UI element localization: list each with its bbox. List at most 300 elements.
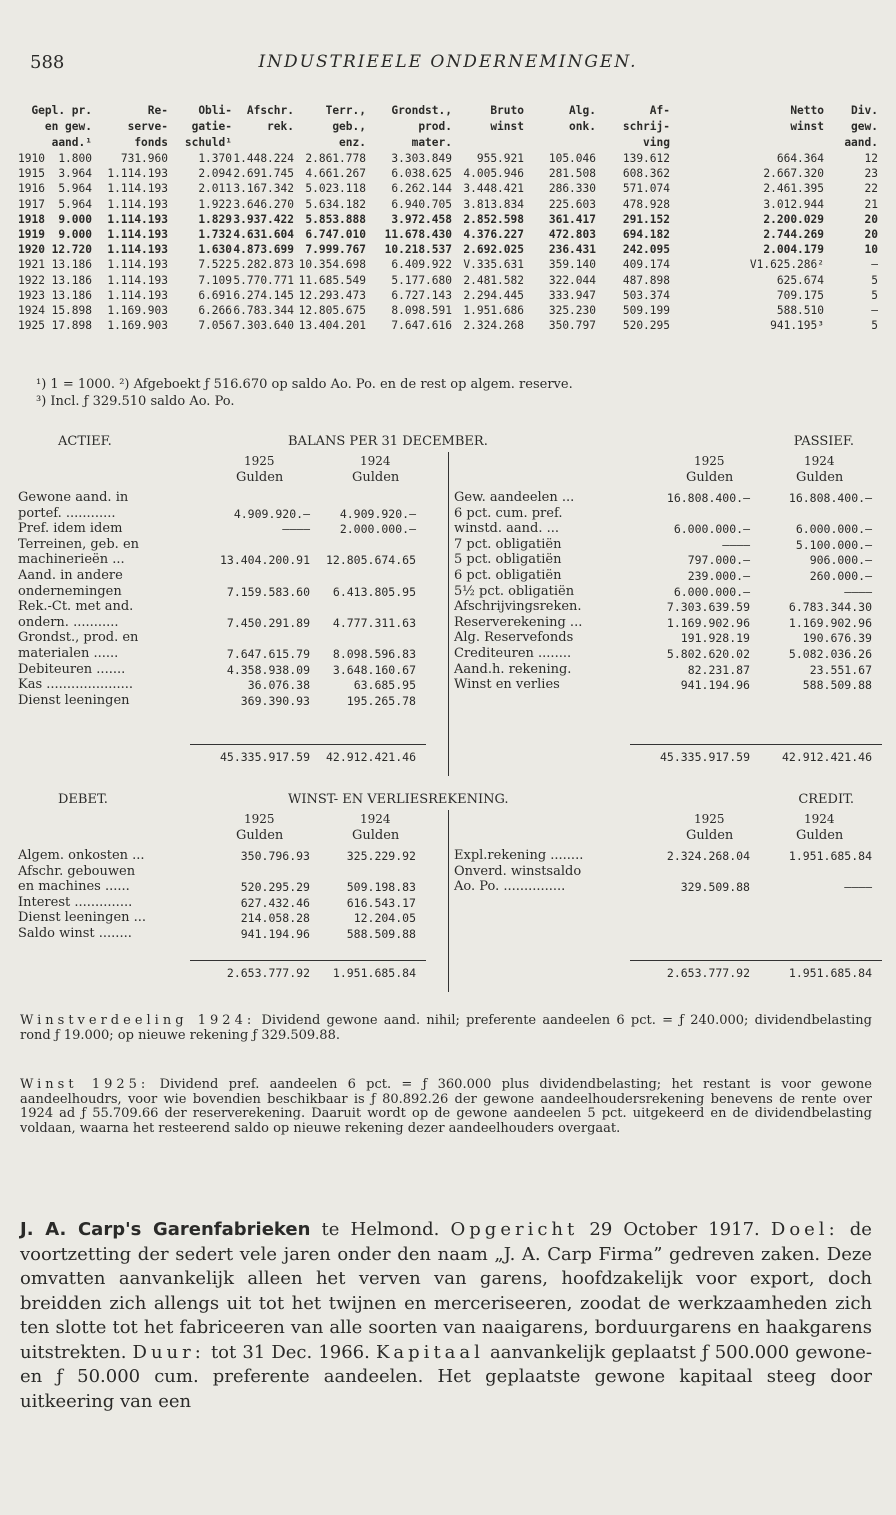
table-cell: 23 xyxy=(864,167,878,181)
table-cell: 139.612 xyxy=(622,152,670,165)
year-cell: 1921 xyxy=(18,258,45,272)
table-cell: 509.199 xyxy=(622,303,670,317)
year-cell: 1918 xyxy=(18,212,45,226)
table-cell: 625.674 xyxy=(776,273,824,287)
year-cell: 1923 xyxy=(18,288,45,302)
founded-text: 29 October 1917. xyxy=(589,1219,760,1240)
unit-heading: Gulden xyxy=(236,470,284,485)
table-header-cell: Grondst., xyxy=(391,104,452,117)
total-rule xyxy=(190,960,426,961)
table-cell: 6.266 xyxy=(198,303,232,317)
year-cell: 1925 xyxy=(18,319,45,333)
company-location: te Helmond. xyxy=(321,1219,440,1240)
table-cell: 5.023.118 xyxy=(305,182,366,196)
right-item-value-1924: 5.100.000.— xyxy=(795,537,872,552)
table-cell: 2.852.598 xyxy=(463,212,524,226)
table-cell: 9.000 xyxy=(58,212,92,226)
left-item-value-1924: 4.777.311.63 xyxy=(332,615,416,630)
year-cell: 1917 xyxy=(18,197,45,211)
table-cell: 1.114.193 xyxy=(107,182,168,196)
profit-1925 xyxy=(20,1078,872,1136)
left-item-value-1925: 350.796.93 xyxy=(240,849,310,863)
table-row xyxy=(18,152,878,167)
right-item-label: Afschrijvingsreken. xyxy=(454,599,582,615)
left-item-label: Terreinen, geb. en xyxy=(18,536,140,552)
table-row xyxy=(18,228,878,243)
table-cell: 3.448.421 xyxy=(463,182,524,196)
right-item-value-1925: 1.169.902.96 xyxy=(666,615,750,630)
left-item-value-1924: 3.648.160.67 xyxy=(332,662,416,677)
table-row xyxy=(18,213,878,228)
page-number: 588 xyxy=(30,52,65,73)
table-footnotes xyxy=(36,376,573,410)
table-cell: 1.114.193 xyxy=(107,197,168,211)
table-header-cell: enz. xyxy=(339,136,366,149)
table-cell: 694.182 xyxy=(622,227,670,241)
table-cell: 941.195³ xyxy=(770,319,824,333)
table-cell: 11.685.549 xyxy=(298,273,366,287)
left-item-label: en machines ...... xyxy=(18,879,130,895)
duration-lead: Duur: xyxy=(132,1341,205,1363)
table-cell: 281.508 xyxy=(548,167,596,181)
table-cell: 1.114.193 xyxy=(107,273,168,287)
total-rule xyxy=(190,744,426,745)
right-item-value-1925: 16.808.400.— xyxy=(666,491,750,505)
table-cell: 5.770.771 xyxy=(233,273,294,287)
table-cell: 6.940.705 xyxy=(391,197,452,211)
year-heading: 1925 xyxy=(244,812,275,826)
table-cell: 322.044 xyxy=(548,273,596,287)
table-cell: 5.964 xyxy=(58,197,92,211)
left-item-value-1924: 4.909.920.— xyxy=(339,506,416,521)
company-entry xyxy=(20,1218,872,1414)
right-item-value-1924: 260.000.— xyxy=(809,569,872,583)
left-item-label: ondern. ........... xyxy=(18,614,119,630)
table-cell: 664.364 xyxy=(776,152,824,165)
table-header-cell: rek. xyxy=(267,120,294,133)
table-cell: 409.174 xyxy=(622,258,670,272)
para2-text: Dividend pref. aandeelen 6 pct. = ƒ 360.000 plus dividendbelasting; het restant is voor gewone aandeelhoudrs, voor wie bovendien beschikbaar is ƒ 80.892.26 der gewone aandeelhoudersrekening benevens de rente over 1924 ad ƒ 55.709.66 der reserverekening. Daaruit wordt op de gewone aandeelen 5 pct. uitgekeerd en de dividendbelasting voldaan, waarna het resteerend saldo op nieuwe rekening dezer aandeelhouders overgaat. xyxy=(20,1077,873,1136)
left-total-1924: 42.912.421.46 xyxy=(325,750,416,764)
balance-sheet xyxy=(18,434,878,774)
right-item-value-1924: ———— xyxy=(844,880,872,895)
table-cell: 6.727.143 xyxy=(391,288,452,302)
table-cell: 709.175 xyxy=(776,288,824,302)
year-cell: 1920 xyxy=(18,243,45,257)
right-item-value-1924: 1.169.902.96 xyxy=(788,615,872,630)
table-cell: 1.114.193 xyxy=(107,212,168,226)
table-header-cell: prod. xyxy=(418,120,452,133)
right-item-value-1925: 941.194.96 xyxy=(680,678,750,693)
year-cell: 1910 xyxy=(18,152,45,165)
table-row xyxy=(18,304,878,319)
table-header-cell: gew. xyxy=(851,120,878,133)
table-header-cell: schrij- xyxy=(622,120,670,133)
table-row xyxy=(18,198,878,213)
left-item-value-1925: 7.647.615.79 xyxy=(226,647,310,661)
para1-text: Dividend gewone aand. nihil; preferente aandeelen 6 pct. = ƒ 240.000; dividendbelasting rond ƒ 19.000; op nieuwe rekening ƒ 329.509.88. xyxy=(20,1013,872,1043)
left-item-value-1924: 195.265.78 xyxy=(346,693,416,708)
left-total-1925: 45.335.917.59 xyxy=(219,750,310,764)
table-cell: 9.000 xyxy=(58,227,92,241)
table-cell: 6.274.145 xyxy=(233,288,294,302)
left-item-label: machinerieën ... xyxy=(18,552,125,568)
column-divider xyxy=(448,810,449,992)
table-cell: 6.691 xyxy=(198,288,232,302)
table-header-cell: geb., xyxy=(332,120,366,133)
table-row xyxy=(18,182,878,197)
table-cell: 7.647.616 xyxy=(391,319,452,333)
table-cell: 12.293.473 xyxy=(298,288,366,302)
left-total-1924: 1.951.685.84 xyxy=(332,966,416,980)
year-cell: 1924 xyxy=(18,303,45,317)
table-header-cell: en gew. xyxy=(44,120,92,133)
profit-distribution-1924 xyxy=(20,1014,872,1043)
right-item-value-1924: 16.808.400.— xyxy=(788,491,872,505)
table-cell: 12 xyxy=(864,152,878,165)
table-header-cell: onk. xyxy=(569,120,596,133)
left-item-value-1924: 588.509.88 xyxy=(346,927,416,941)
table-cell: 5.853.888 xyxy=(305,212,366,226)
table-cell: 5 xyxy=(871,288,878,302)
left-item-value-1925: 7.159.583.60 xyxy=(226,584,310,599)
table-cell: 350.797 xyxy=(548,319,596,333)
right-item-value-1925: 7.303.639.59 xyxy=(666,600,750,615)
table-cell: 1.800 xyxy=(58,152,92,165)
page-header xyxy=(30,52,866,82)
table-cell: 236.431 xyxy=(548,243,596,257)
table-cell: 7.303.640 xyxy=(233,319,294,333)
right-item-label: 7 pct. obligatiën xyxy=(454,536,562,552)
table-cell: 15.898 xyxy=(51,303,92,317)
right-total-1925: 45.335.917.59 xyxy=(659,750,750,764)
table-cell: 242.095 xyxy=(622,243,670,257)
table-cell: 588.510 xyxy=(776,303,824,317)
unit-heading: Gulden xyxy=(796,828,844,843)
table-cell: 1.630 xyxy=(198,243,232,257)
table-cell: 472.803 xyxy=(548,227,596,241)
total-rule xyxy=(630,744,882,745)
year-heading: 1925 xyxy=(244,454,275,468)
right-item-label: Crediteuren ........ xyxy=(454,646,572,661)
table-cell: 2.667.320 xyxy=(763,167,824,181)
column-divider xyxy=(448,452,449,776)
table-cell: 487.898 xyxy=(622,273,670,287)
left-title: DEBET. xyxy=(58,792,108,807)
table-cell: 10 xyxy=(864,243,878,257)
table-cell: 333.947 xyxy=(548,288,596,302)
left-total-1925: 2.653.777.92 xyxy=(226,966,310,980)
table-cell: 1.169.903 xyxy=(107,303,168,317)
right-item-value-1924: 190.676.39 xyxy=(802,631,872,646)
unit-heading: Gulden xyxy=(236,828,284,843)
left-item-value-1925: 214.058.28 xyxy=(240,911,310,926)
table-header-row xyxy=(18,136,878,152)
table-cell: 3.964 xyxy=(58,167,92,181)
table-cell: 2.861.778 xyxy=(305,152,366,165)
table-cell: 2.461.395 xyxy=(763,182,824,196)
table-header-cell: schuld¹ xyxy=(184,136,232,149)
table-row xyxy=(18,274,878,289)
table-cell: 6.409.922 xyxy=(391,258,452,272)
right-item-label: 6 pct. obligatiën xyxy=(454,568,562,583)
table-cell: 2.004.179 xyxy=(763,243,824,257)
year-heading: 1924 xyxy=(804,812,835,826)
table-cell: 1.114.193 xyxy=(107,167,168,181)
table-cell: 225.603 xyxy=(548,197,596,211)
left-item-value-1925: 941.194.96 xyxy=(240,927,310,941)
right-item-value-1925: 2.324.268.04 xyxy=(666,849,750,863)
table-cell: 286.330 xyxy=(548,182,596,196)
table-header-cell: Bruto xyxy=(490,104,524,117)
capital-text: aanvankelijk geplaatst ƒ 500.000 gewone- en ƒ 50.000 cum. preferente aandeelen. Het geplaatste gewone kapitaal steeg door uitkeering van een xyxy=(20,1341,872,1412)
table-header-cell: fonds xyxy=(134,136,168,149)
center-title: WINST- EN VERLIESREKENING. xyxy=(288,792,509,807)
table-header-cell: Div. xyxy=(851,104,878,117)
table-cell: 8.098.591 xyxy=(391,303,452,317)
statistics-table xyxy=(18,104,878,334)
table-cell: 20 xyxy=(864,227,878,241)
year-cell: 1915 xyxy=(18,167,45,181)
table-cell: V1.625.286² xyxy=(749,258,824,272)
table-cell: 478.928 xyxy=(622,197,670,211)
table-cell: 2.094 xyxy=(198,167,232,181)
left-item-value-1925: 13.404.200.91 xyxy=(219,553,310,568)
year-heading: 1924 xyxy=(360,454,391,468)
right-item-value-1925: 5.802.620.02 xyxy=(666,647,750,661)
left-item-label: ondernemingen xyxy=(18,583,122,599)
right-total-1925: 2.653.777.92 xyxy=(666,966,750,980)
founded-lead: Opgericht xyxy=(450,1219,579,1240)
table-cell: 1.829 xyxy=(198,212,232,226)
table-cell: 1.951.686 xyxy=(463,303,524,317)
table-cell: 3.972.458 xyxy=(391,212,452,226)
table-cell: 1.114.193 xyxy=(107,243,168,257)
right-item-value-1924: 6.783.344.30 xyxy=(788,600,872,615)
para2-lead: Winst 1925: xyxy=(20,1077,150,1092)
right-item-value-1924: 23.551.67 xyxy=(809,662,872,677)
table-cell: 361.417 xyxy=(548,212,596,226)
table-cell: 13.404.201 xyxy=(298,319,366,333)
left-item-value-1925: 4.909.920.— xyxy=(233,506,310,521)
purpose-text: de voortzetting der sedert vele jaren onder den naam „J. A. Carp Firma” gedreven zaken. Deze omvatten aanvankelijk alleen het verven van garens, hoofdzakelijk voor export, doch breidden zich allengs uit tot het twijnen en merceriseeren, zoodat de werkzaamheden zich ten slotte tot het fabriceeren van alle soorten van naaigarens, borduurgarens en haakgarens uitstrekten. xyxy=(20,1219,872,1363)
table-header-row xyxy=(18,104,878,120)
right-item-label: Winst en verlies xyxy=(454,677,560,693)
unit-heading: Gulden xyxy=(796,470,844,485)
table-cell: 7.109 xyxy=(198,273,232,287)
right-item-label: 5½ pct. obligatiën xyxy=(454,583,575,599)
duration-text: tot 31 Dec. 1966. xyxy=(210,1341,370,1363)
table-cell: 2.691.745 xyxy=(233,167,294,181)
right-item-value-1925: 797.000.— xyxy=(687,553,750,568)
table-cell: 520.295 xyxy=(622,319,670,333)
table-cell: 12.805.675 xyxy=(298,303,366,317)
left-item-value-1924: 325.229.92 xyxy=(346,849,416,863)
left-item-value-1925: 627.432.46 xyxy=(240,895,310,910)
left-item-value-1924: 8.098.596.83 xyxy=(332,647,416,661)
table-cell: 4.661.267 xyxy=(305,167,366,181)
table-cell: 7.056 xyxy=(198,319,232,333)
table-header-cell: Afschr. xyxy=(246,104,294,117)
left-item-label: Dienst leeningen xyxy=(18,692,130,708)
year-cell: 1919 xyxy=(18,227,45,241)
table-cell: 6.262.144 xyxy=(391,182,452,196)
table-cell: 571.074 xyxy=(622,182,670,196)
table-cell: 5.177.680 xyxy=(391,273,452,287)
left-item-label: Debiteuren ....... xyxy=(18,661,126,677)
table-cell: 2.324.268 xyxy=(463,319,524,333)
left-item-label: Kas ..................... xyxy=(18,677,134,693)
right-item-value-1925: 82.231.87 xyxy=(687,662,750,677)
table-cell: 3.937.422 xyxy=(233,212,294,226)
left-title: ACTIEF. xyxy=(58,434,112,449)
right-item-label: Gew. aandeelen ... xyxy=(454,490,575,505)
footnote-1: ¹) 1 = 1000. ²) Afgeboekt ƒ 516.670 op saldo Ao. Po. en de rest op algem. reserve. xyxy=(36,377,573,392)
unit-heading: Gulden xyxy=(686,828,734,843)
table-cell: 2.200.029 xyxy=(763,212,824,226)
table-row xyxy=(18,258,878,273)
right-item-label: Reserverekening ... xyxy=(454,614,583,630)
right-item-label: 5 pct. obligatiën xyxy=(454,552,562,568)
table-cell: 1.922 xyxy=(198,197,232,211)
table-cell: 3.646.270 xyxy=(233,197,294,211)
left-item-value-1924: 2.000.000.— xyxy=(339,522,416,537)
table-cell: 4.631.604 xyxy=(233,227,294,241)
right-item-value-1925: 191.928.19 xyxy=(680,631,750,646)
right-item-value-1925: ———— xyxy=(722,537,750,552)
left-item-label: Pref. idem idem xyxy=(18,521,123,537)
running-title: INDUSTRIEELE ONDERNEMINGEN. xyxy=(258,52,638,72)
table-cell: 1.114.193 xyxy=(107,258,168,272)
year-cell: 1916 xyxy=(18,182,45,196)
table-cell: 731.960 xyxy=(120,152,168,165)
left-item-value-1925: 369.390.93 xyxy=(240,693,310,708)
table-cell: 13.186 xyxy=(51,258,92,272)
right-item-value-1925: 329.509.88 xyxy=(680,880,750,895)
table-cell: 20 xyxy=(864,212,878,226)
table-cell: 6.783.344 xyxy=(233,303,294,317)
table-row xyxy=(18,319,878,334)
table-cell: 608.362 xyxy=(622,167,670,181)
table-cell: 11.678.430 xyxy=(384,227,452,241)
table-header-cell: ving xyxy=(643,136,670,149)
right-title: CREDIT. xyxy=(798,792,854,807)
table-cell: 22 xyxy=(864,182,878,196)
unit-heading: Gulden xyxy=(352,828,400,843)
table-cell: 10.354.698 xyxy=(298,258,366,272)
table-cell: 5 xyxy=(871,319,878,333)
table-cell: 1.448.224 xyxy=(233,152,294,165)
table-header-cell: Terr., xyxy=(325,104,366,117)
table-header-row xyxy=(18,120,878,136)
center-title: BALANS PER 31 DECEMBER. xyxy=(288,434,488,449)
right-item-label: Ao. Po. ............... xyxy=(454,879,566,895)
profit-loss-account xyxy=(18,792,878,992)
year-cell: 1922 xyxy=(18,273,45,287)
year-heading: 1925 xyxy=(694,454,725,468)
table-cell: 4.005.946 xyxy=(463,167,524,181)
table-header-cell: winst xyxy=(490,120,524,133)
table-cell: 12.720 xyxy=(51,243,92,257)
table-header-cell: Obli- xyxy=(198,104,232,117)
table-header-cell: Netto xyxy=(790,104,824,117)
table-cell: 21 xyxy=(864,197,878,211)
table-cell: 955.921 xyxy=(476,152,524,165)
table-cell: 6.038.625 xyxy=(391,167,452,181)
table-row xyxy=(18,289,878,304)
left-item-label: Aand. in andere xyxy=(18,568,123,583)
table-cell: 3.167.342 xyxy=(233,182,294,196)
table-header-cell: Alg. xyxy=(569,104,596,117)
table-cell: 1.114.193 xyxy=(107,227,168,241)
left-item-label: Rek.-Ct. met and. xyxy=(18,599,134,615)
table-cell: 2.294.445 xyxy=(463,288,524,302)
right-total-1924: 1.951.685.84 xyxy=(788,966,872,980)
para1-lead: Winstverdeeling 1924: xyxy=(20,1013,256,1028)
unit-heading: Gulden xyxy=(686,470,734,485)
table-header-cell: Re- xyxy=(147,104,168,117)
table-header-cell: Af- xyxy=(649,104,670,117)
footnote-2: ³) Incl. ƒ 329.510 saldo Ao. Po. xyxy=(36,394,235,409)
company-name: J. A. Carp's Garenfabrieken xyxy=(20,1219,311,1240)
right-total-1924: 42.912.421.46 xyxy=(781,750,872,764)
table-cell: 3.813.834 xyxy=(463,197,524,211)
table-cell: 105.046 xyxy=(548,152,596,165)
left-item-label: Dienst leeningen ... xyxy=(18,910,147,926)
left-item-label: Algem. onkosten ... xyxy=(18,848,145,863)
table-cell: 503.374 xyxy=(622,288,670,302)
table-cell: V.335.631 xyxy=(463,258,524,272)
right-item-label: Onverd. winstsaldo xyxy=(454,863,582,879)
right-item-value-1924: 6.000.000.— xyxy=(795,522,872,537)
year-heading: 1925 xyxy=(694,812,725,826)
table-cell: 1.114.193 xyxy=(107,288,168,302)
right-item-value-1924: 1.951.685.84 xyxy=(788,849,872,863)
right-item-label: Expl.rekening ........ xyxy=(454,848,584,863)
left-item-label: materialen ...... xyxy=(18,646,119,661)
table-cell: 5 xyxy=(871,273,878,287)
table-cell: 1.370 xyxy=(198,152,232,165)
left-item-value-1924: 63.685.95 xyxy=(353,678,416,693)
left-item-value-1925: 520.295.29 xyxy=(240,880,310,895)
table-cell: 2.481.582 xyxy=(463,273,524,287)
table-cell: 3.012.944 xyxy=(763,197,824,211)
table-cell: 7.999.767 xyxy=(305,243,366,257)
right-item-value-1925: 6.000.000.— xyxy=(673,522,750,537)
table-cell: — xyxy=(871,258,878,272)
table-cell: 2.744.269 xyxy=(763,227,824,241)
left-item-value-1924: 12.204.05 xyxy=(353,911,416,926)
table-cell: 2.692.025 xyxy=(463,243,524,257)
unit-heading: Gulden xyxy=(352,470,400,485)
left-item-label: portef. ............ xyxy=(18,505,116,521)
table-cell: 7.522 xyxy=(198,258,232,272)
table-header-cell: Gepl. pr. xyxy=(31,104,92,117)
total-rule xyxy=(630,960,882,961)
table-cell: 1.732 xyxy=(198,227,232,241)
table-header-cell: winst xyxy=(790,120,824,133)
year-heading: 1924 xyxy=(804,454,835,468)
right-item-value-1924: 906.000.— xyxy=(809,553,872,568)
table-header-cell: mater. xyxy=(411,136,452,149)
right-item-value-1924: 588.509.88 xyxy=(802,678,872,693)
left-item-value-1924: 616.543.17 xyxy=(346,895,416,910)
table-cell: — xyxy=(871,303,878,317)
table-header-cell: aand. xyxy=(844,136,878,149)
table-header-cell: gatie- xyxy=(191,120,232,133)
left-item-value-1924: 12.805.674.65 xyxy=(325,553,416,568)
table-cell: 6.747.010 xyxy=(305,227,366,241)
